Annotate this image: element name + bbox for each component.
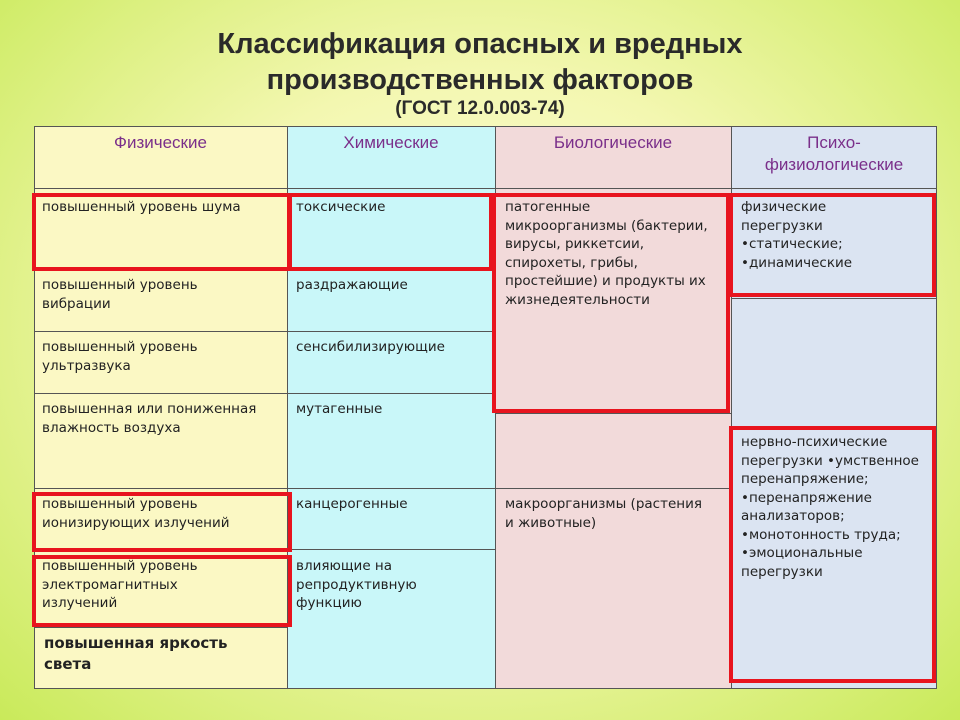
physical-item-noise: повышенный уровень шума [42, 199, 241, 215]
highlight-box-neuro-psychic [729, 426, 936, 683]
gost-subtitle: (ГОСТ 12.0.003-74) [395, 98, 565, 119]
header-psycho-line-1: Психо- [807, 133, 861, 152]
highlight-box-ionizing [32, 492, 292, 552]
highlight-box-physical-overload [729, 193, 936, 297]
grid-line [34, 188, 937, 189]
header-chemical: Химические [343, 133, 439, 152]
psycho-item-physical-overload: физические перегрузки •статические; •динамические [741, 199, 853, 271]
highlight-box-toxic [287, 193, 493, 271]
grid-line [34, 331, 495, 332]
grid-line [34, 393, 495, 394]
chemical-item-mutagenic: мутагенные [296, 401, 383, 417]
highlight-box-microorganisms [492, 193, 730, 413]
highlight-box-electromagnetic [32, 555, 292, 627]
biological-item-microorganisms: патогенные микроорганизмы (бактерии, вирусы, риккетсии, спирохеты, грибы, простейшие) и продукты их жизнедеятельности [505, 199, 708, 308]
highlight-box-noise [32, 193, 292, 271]
chemical-item-carcinogenic: канцерогенные [296, 496, 408, 512]
header-biological: Биологические [553, 133, 673, 152]
physical-item-electromagnetic: повышенный уровень электромагнитных излучений [42, 558, 198, 611]
chemical-item-toxic: токсические [296, 199, 386, 215]
biological-item-macroorganisms: макроорганизмы (растения и животные) [505, 496, 702, 531]
slide-title [0, 26, 960, 98]
psycho-item-neuro-psychic-overload: нервно-психические перегрузки •умственное перенапряжение; •перенапряжение анализаторов; •монотонность труда; •эмоциональные перегрузки [741, 434, 919, 580]
header-physical: Физические [114, 133, 207, 152]
physical-item-ultrasound: повышенный уровень ультразвука [42, 339, 198, 374]
title-line-2: производственных факторов [266, 64, 694, 96]
chemical-item-reproductive: влияющие на репродуктивную функцию [296, 558, 417, 611]
chemical-item-sensitizing: сенсибилизирующие [296, 339, 445, 355]
grid-line [731, 298, 937, 299]
grid-line [495, 413, 731, 414]
header-psycho-line-2: физиологические [764, 155, 904, 174]
grid-line [34, 488, 731, 489]
physical-item-ionizing: повышенный уровень ионизирующих излучений [42, 496, 230, 531]
physical-item-humidity: повышенная или пониженная влажность воздуха [42, 401, 257, 436]
physical-item-vibration: повышенный уровень вибрации [42, 277, 198, 312]
chemical-item-irritant: раздражающие [296, 277, 408, 293]
title-line-1: Классификация опасных и вредных [217, 28, 743, 60]
grid-line [34, 627, 287, 628]
physical-item-brightness: повышенная яркость света [44, 634, 228, 673]
